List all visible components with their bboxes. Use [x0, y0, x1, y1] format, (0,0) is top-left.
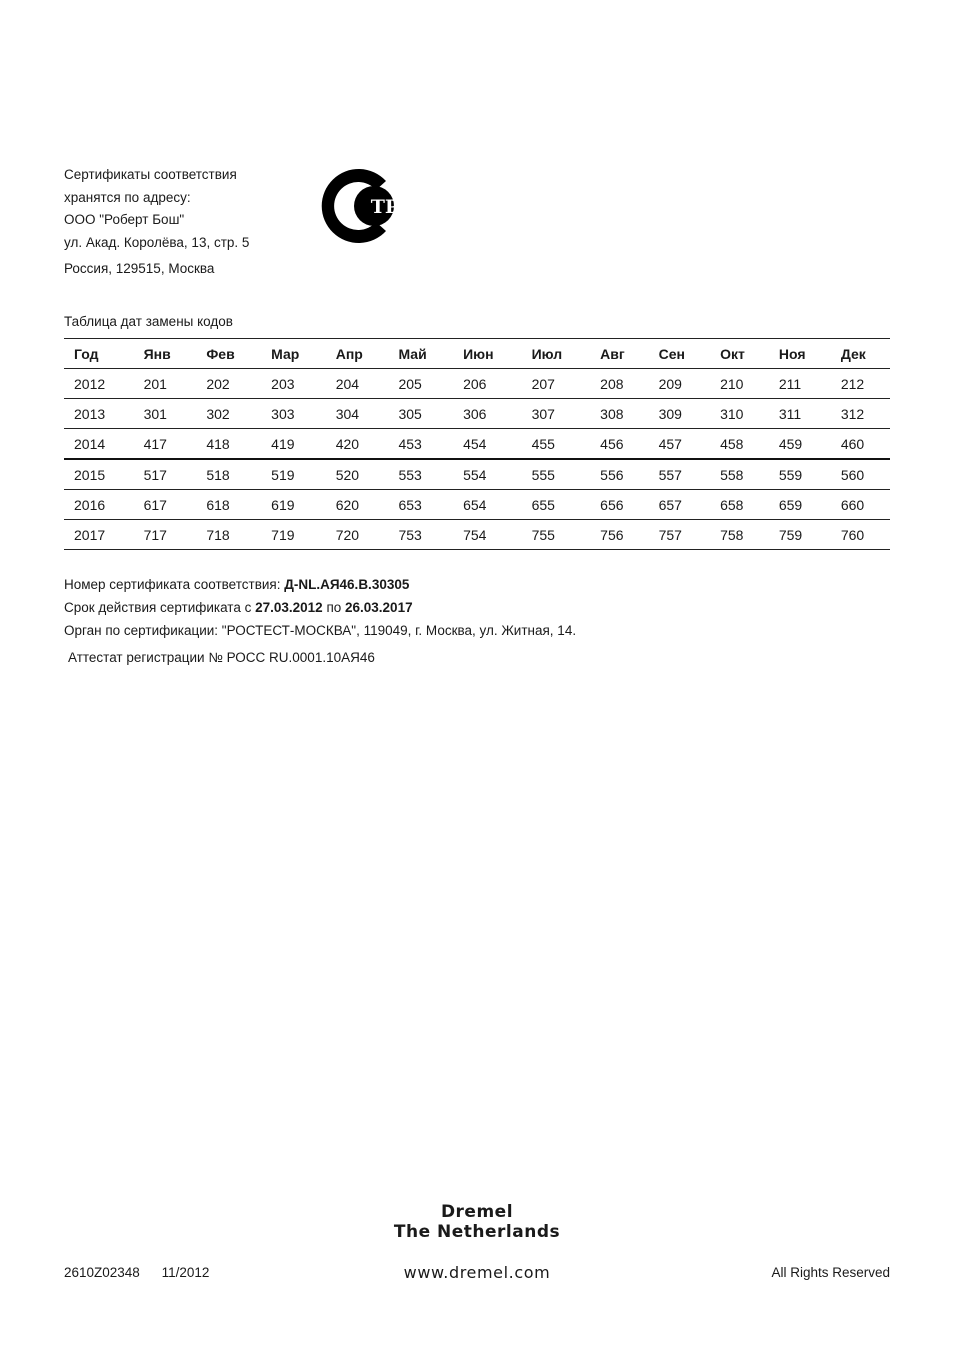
- code-cell: 460: [831, 429, 890, 460]
- code-cell: 311: [769, 399, 831, 429]
- code-cell: 303: [261, 399, 326, 429]
- code-cell: 453: [388, 429, 453, 460]
- code-cell: 656: [590, 490, 648, 520]
- header-cell: Сен: [649, 339, 710, 369]
- code-cell: 518: [196, 459, 261, 490]
- table-body: [64, 369, 890, 550]
- code-cell: 620: [326, 490, 389, 520]
- year-cell: 2012: [64, 369, 134, 399]
- code-cell: 420: [326, 429, 389, 460]
- code-cell: 658: [710, 490, 769, 520]
- eac-tr-certification-logo: [316, 167, 404, 245]
- table-row: [64, 490, 890, 520]
- code-cell: 660: [831, 490, 890, 520]
- certification-authority: Орган по сертификации: "РОСТЕСТ-МОСКВА", 119049, г. Москва, ул. Житная, 14.: [64, 623, 577, 638]
- code-cell: 556: [590, 459, 648, 490]
- code-cell: 212: [831, 369, 890, 399]
- code-cell: 517: [134, 459, 197, 490]
- code-cell: 757: [649, 520, 710, 550]
- certificate-number-line: [64, 573, 576, 596]
- validity-label: Срок действия сертификата с: [64, 600, 256, 615]
- code-cell: 619: [261, 490, 326, 520]
- code-cell: 457: [649, 429, 710, 460]
- code-cell: 758: [710, 520, 769, 550]
- header-cell: Окт: [710, 339, 769, 369]
- header-cell: Дек: [831, 339, 890, 369]
- code-cell: 755: [522, 520, 591, 550]
- year-cell: 2016: [64, 490, 134, 520]
- code-cell: 555: [522, 459, 591, 490]
- table-title: Таблица дат замены кодов: [64, 314, 233, 329]
- code-cell: 655: [522, 490, 591, 520]
- code-cell: 309: [649, 399, 710, 429]
- header-cell: Авг: [590, 339, 648, 369]
- year-cell: 2013: [64, 399, 134, 429]
- code-cell: 659: [769, 490, 831, 520]
- brand-country: The Netherlands: [393, 1222, 561, 1242]
- address-line-4: ул. Акад. Королёва, 13, стр. 5: [64, 234, 250, 250]
- code-cell: 717: [134, 520, 197, 550]
- year-cell: 2014: [64, 429, 134, 460]
- brand-name: Dremel: [440, 1202, 514, 1222]
- table-row: [64, 369, 890, 399]
- certificate-info: [64, 573, 576, 669]
- doc-date: 11/2012: [161, 1265, 210, 1280]
- certificate-storage-address: [64, 164, 249, 281]
- code-cell: 618: [196, 490, 261, 520]
- code-cell: 418: [196, 429, 261, 460]
- code-cell: 417: [134, 429, 197, 460]
- code-cell: 718: [196, 520, 261, 550]
- header-cell: Ноя: [769, 339, 831, 369]
- attestation-registration: Аттестат регистрации № РОСС RU.0001.10АЯ46: [68, 650, 375, 665]
- code-cell: 307: [522, 399, 591, 429]
- header-cell: Фев: [196, 339, 261, 369]
- code-cell: 553: [388, 459, 453, 490]
- code-cell: 459: [769, 429, 831, 460]
- validity-to: 26.03.2017: [345, 600, 413, 615]
- code-cell: 304: [326, 399, 389, 429]
- rights-notice: All Rights Reserved: [771, 1265, 890, 1280]
- code-cell: 207: [522, 369, 591, 399]
- code-cell: 206: [453, 369, 521, 399]
- code-cell: 753: [388, 520, 453, 550]
- code-cell: 756: [590, 520, 648, 550]
- validity-from: 27.03.2012: [255, 600, 323, 615]
- code-cell: 654: [453, 490, 521, 520]
- header-cell: Июн: [453, 339, 521, 369]
- code-cell: 456: [590, 429, 648, 460]
- code-cell: 204: [326, 369, 389, 399]
- address-line-2: хранятся по адресу:: [64, 189, 191, 205]
- code-cell: 554: [453, 459, 521, 490]
- code-cell: 301: [134, 399, 197, 429]
- code-cell: 203: [261, 369, 326, 399]
- code-cell: 558: [710, 459, 769, 490]
- table-row: [64, 399, 890, 429]
- code-cell: 455: [522, 429, 591, 460]
- certificate-number-value: Д-NL.АЯ46.В.30305: [284, 577, 410, 592]
- certificate-number-label: Номер сертификата соответствия:: [64, 577, 285, 592]
- code-cell: 653: [388, 490, 453, 520]
- address-line-3: ООО "Роберт Бош": [64, 212, 185, 227]
- code-cell: 202: [196, 369, 261, 399]
- header-cell: Год: [64, 339, 134, 369]
- code-cell: 209: [649, 369, 710, 399]
- code-cell: 560: [831, 459, 890, 490]
- year-cell: 2017: [64, 520, 134, 550]
- header-cell: Апр: [326, 339, 389, 369]
- doc-code: 2610Z02348: [64, 1265, 140, 1280]
- header-cell: Июл: [522, 339, 591, 369]
- code-cell: 754: [453, 520, 521, 550]
- code-cell: 208: [590, 369, 648, 399]
- header-cell: Май: [388, 339, 453, 369]
- code-cell: 458: [710, 429, 769, 460]
- code-cell: 310: [710, 399, 769, 429]
- table-row: [64, 520, 890, 550]
- table-header-row: [64, 339, 890, 369]
- code-cell: 419: [261, 429, 326, 460]
- code-cell: 306: [453, 399, 521, 429]
- code-cell: 720: [326, 520, 389, 550]
- code-cell: 305: [388, 399, 453, 429]
- code-cell: 211: [769, 369, 831, 399]
- code-cell: 308: [590, 399, 648, 429]
- code-cell: 454: [453, 429, 521, 460]
- code-cell: 201: [134, 369, 197, 399]
- table-row: [64, 429, 890, 460]
- code-cell: 205: [388, 369, 453, 399]
- code-cell: 557: [649, 459, 710, 490]
- header-cell: Янв: [134, 339, 197, 369]
- header-cell: Мар: [261, 339, 326, 369]
- validity-mid: по: [322, 600, 346, 615]
- code-cell: 559: [769, 459, 831, 490]
- code-cell: 759: [769, 520, 831, 550]
- code-date-table: [64, 338, 890, 550]
- code-cell: 657: [649, 490, 710, 520]
- logo-letters: ТР: [370, 196, 400, 218]
- code-cell: 760: [831, 520, 890, 550]
- table-row: [64, 459, 890, 490]
- code-cell: 617: [134, 490, 197, 520]
- code-cell: 312: [831, 399, 890, 429]
- year-cell: 2015: [64, 459, 134, 490]
- code-cell: 519: [261, 459, 326, 490]
- code-cell: 520: [326, 459, 389, 490]
- address-line-5: Россия, 129515, Москва: [64, 261, 215, 276]
- address-line-1: Сертификаты соответствия: [64, 167, 237, 182]
- code-cell: 210: [710, 369, 769, 399]
- website-link[interactable]: www.dremel.com: [403, 1263, 551, 1282]
- code-cell: 719: [261, 520, 326, 550]
- certificate-validity-line: [64, 596, 576, 619]
- code-cell: 302: [196, 399, 261, 429]
